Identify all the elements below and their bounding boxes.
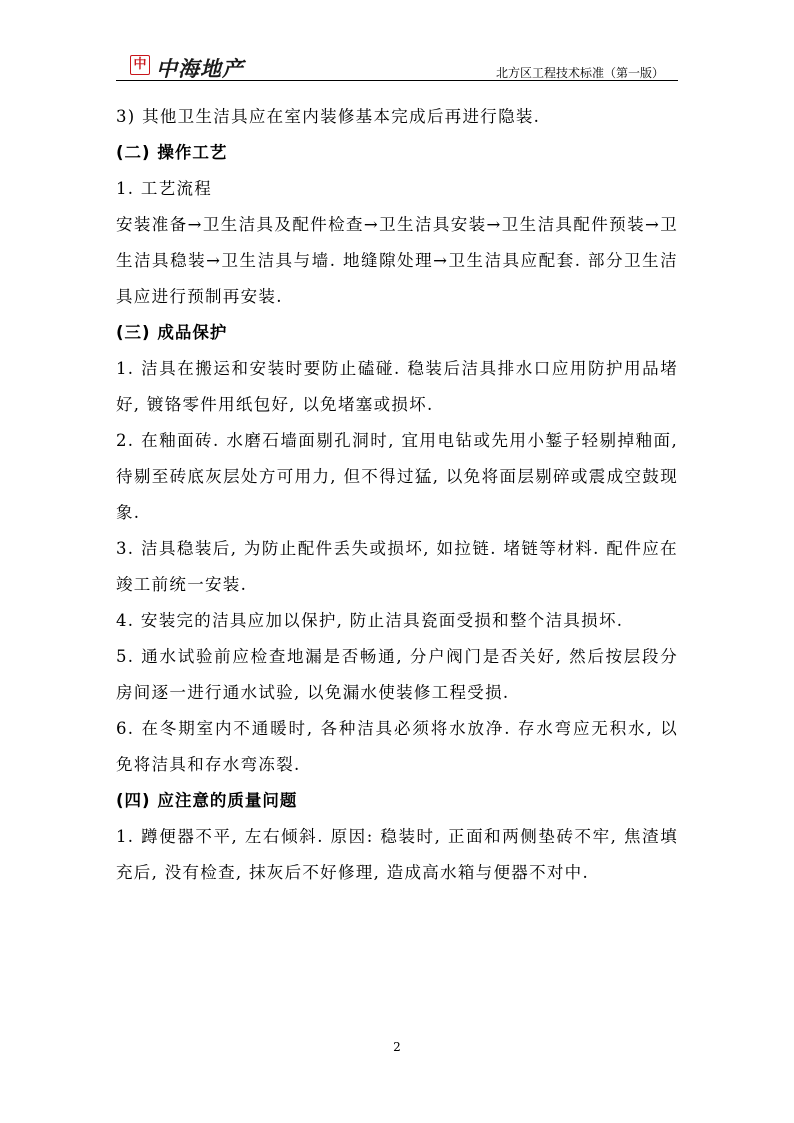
section-heading: (三) 成品保护 — [116, 323, 228, 342]
body-paragraph: 6. 在冬期室内不通暖时, 各种洁具必须将水放净. 存水弯应无积水, 以免将洁具和存水弯冻裂. — [116, 719, 678, 774]
logo-mark-icon: 中 — [130, 55, 150, 75]
section-heading: (四) 应注意的质量问题 — [116, 791, 298, 810]
body-paragraph: 2. 在釉面砖. 水磨石墙面剔孔洞时, 宜用电钻或先用小錾子轻剔掉釉面, 待剔至砖底灰层处方可用力, 但不得过猛, 以免将面层剔碎或震成空鼓现象. — [116, 431, 678, 522]
document-body — [116, 99, 678, 891]
header-rule — [116, 80, 678, 81]
body-paragraph: 3. 洁具稳装后, 为防止配件丢失或损坏, 如拉链. 堵链等材料. 配件应在竣工前统一安装. — [116, 539, 678, 594]
body-paragraph: 安装准备→卫生洁具及配件检查→卫生洁具安装→卫生洁具配件预装→卫生洁具稳装→卫生洁具与墙. 地缝隙处理→卫生洁具应配套. 部分卫生洁具应进行预制再安装. — [116, 215, 678, 306]
body-paragraph: 5. 通水试验前应检查地漏是否畅通, 分户阀门是否关好, 然后按层段分房间逐一进行通水试验, 以免漏水使装修工程受损. — [116, 647, 678, 702]
body-paragraph: 1. 蹲便器不平, 左右倾斜. 原因: 稳装时, 正面和两侧垫砖不牢, 焦渣填充后, 没有检查, 抹灰后不好修理, 造成高水箱与便器不对中. — [116, 827, 678, 882]
body-paragraph: 4. 安装完的洁具应加以保护, 防止洁具瓷面受损和整个洁具损坏. — [116, 611, 624, 630]
body-paragraph: 3) 其他卫生洁具应在室内装修基本完成后再进行隐装. — [116, 107, 541, 126]
page-number: 2 — [393, 1040, 401, 1054]
section-heading: (二) 操作工艺 — [116, 143, 228, 162]
page-header — [116, 52, 678, 82]
body-paragraph: 1. 洁具在搬运和安装时要防止磕碰. 稳装后洁具排水口应用防护用品堵好, 镀铬零件用纸包好, 以免堵塞或损坏. — [116, 359, 678, 414]
document-title: 北方区工程技术标准（第一版） — [495, 66, 664, 80]
company-logo: 中海地产 — [156, 57, 244, 81]
body-paragraph: 1. 工艺流程 — [116, 179, 213, 198]
